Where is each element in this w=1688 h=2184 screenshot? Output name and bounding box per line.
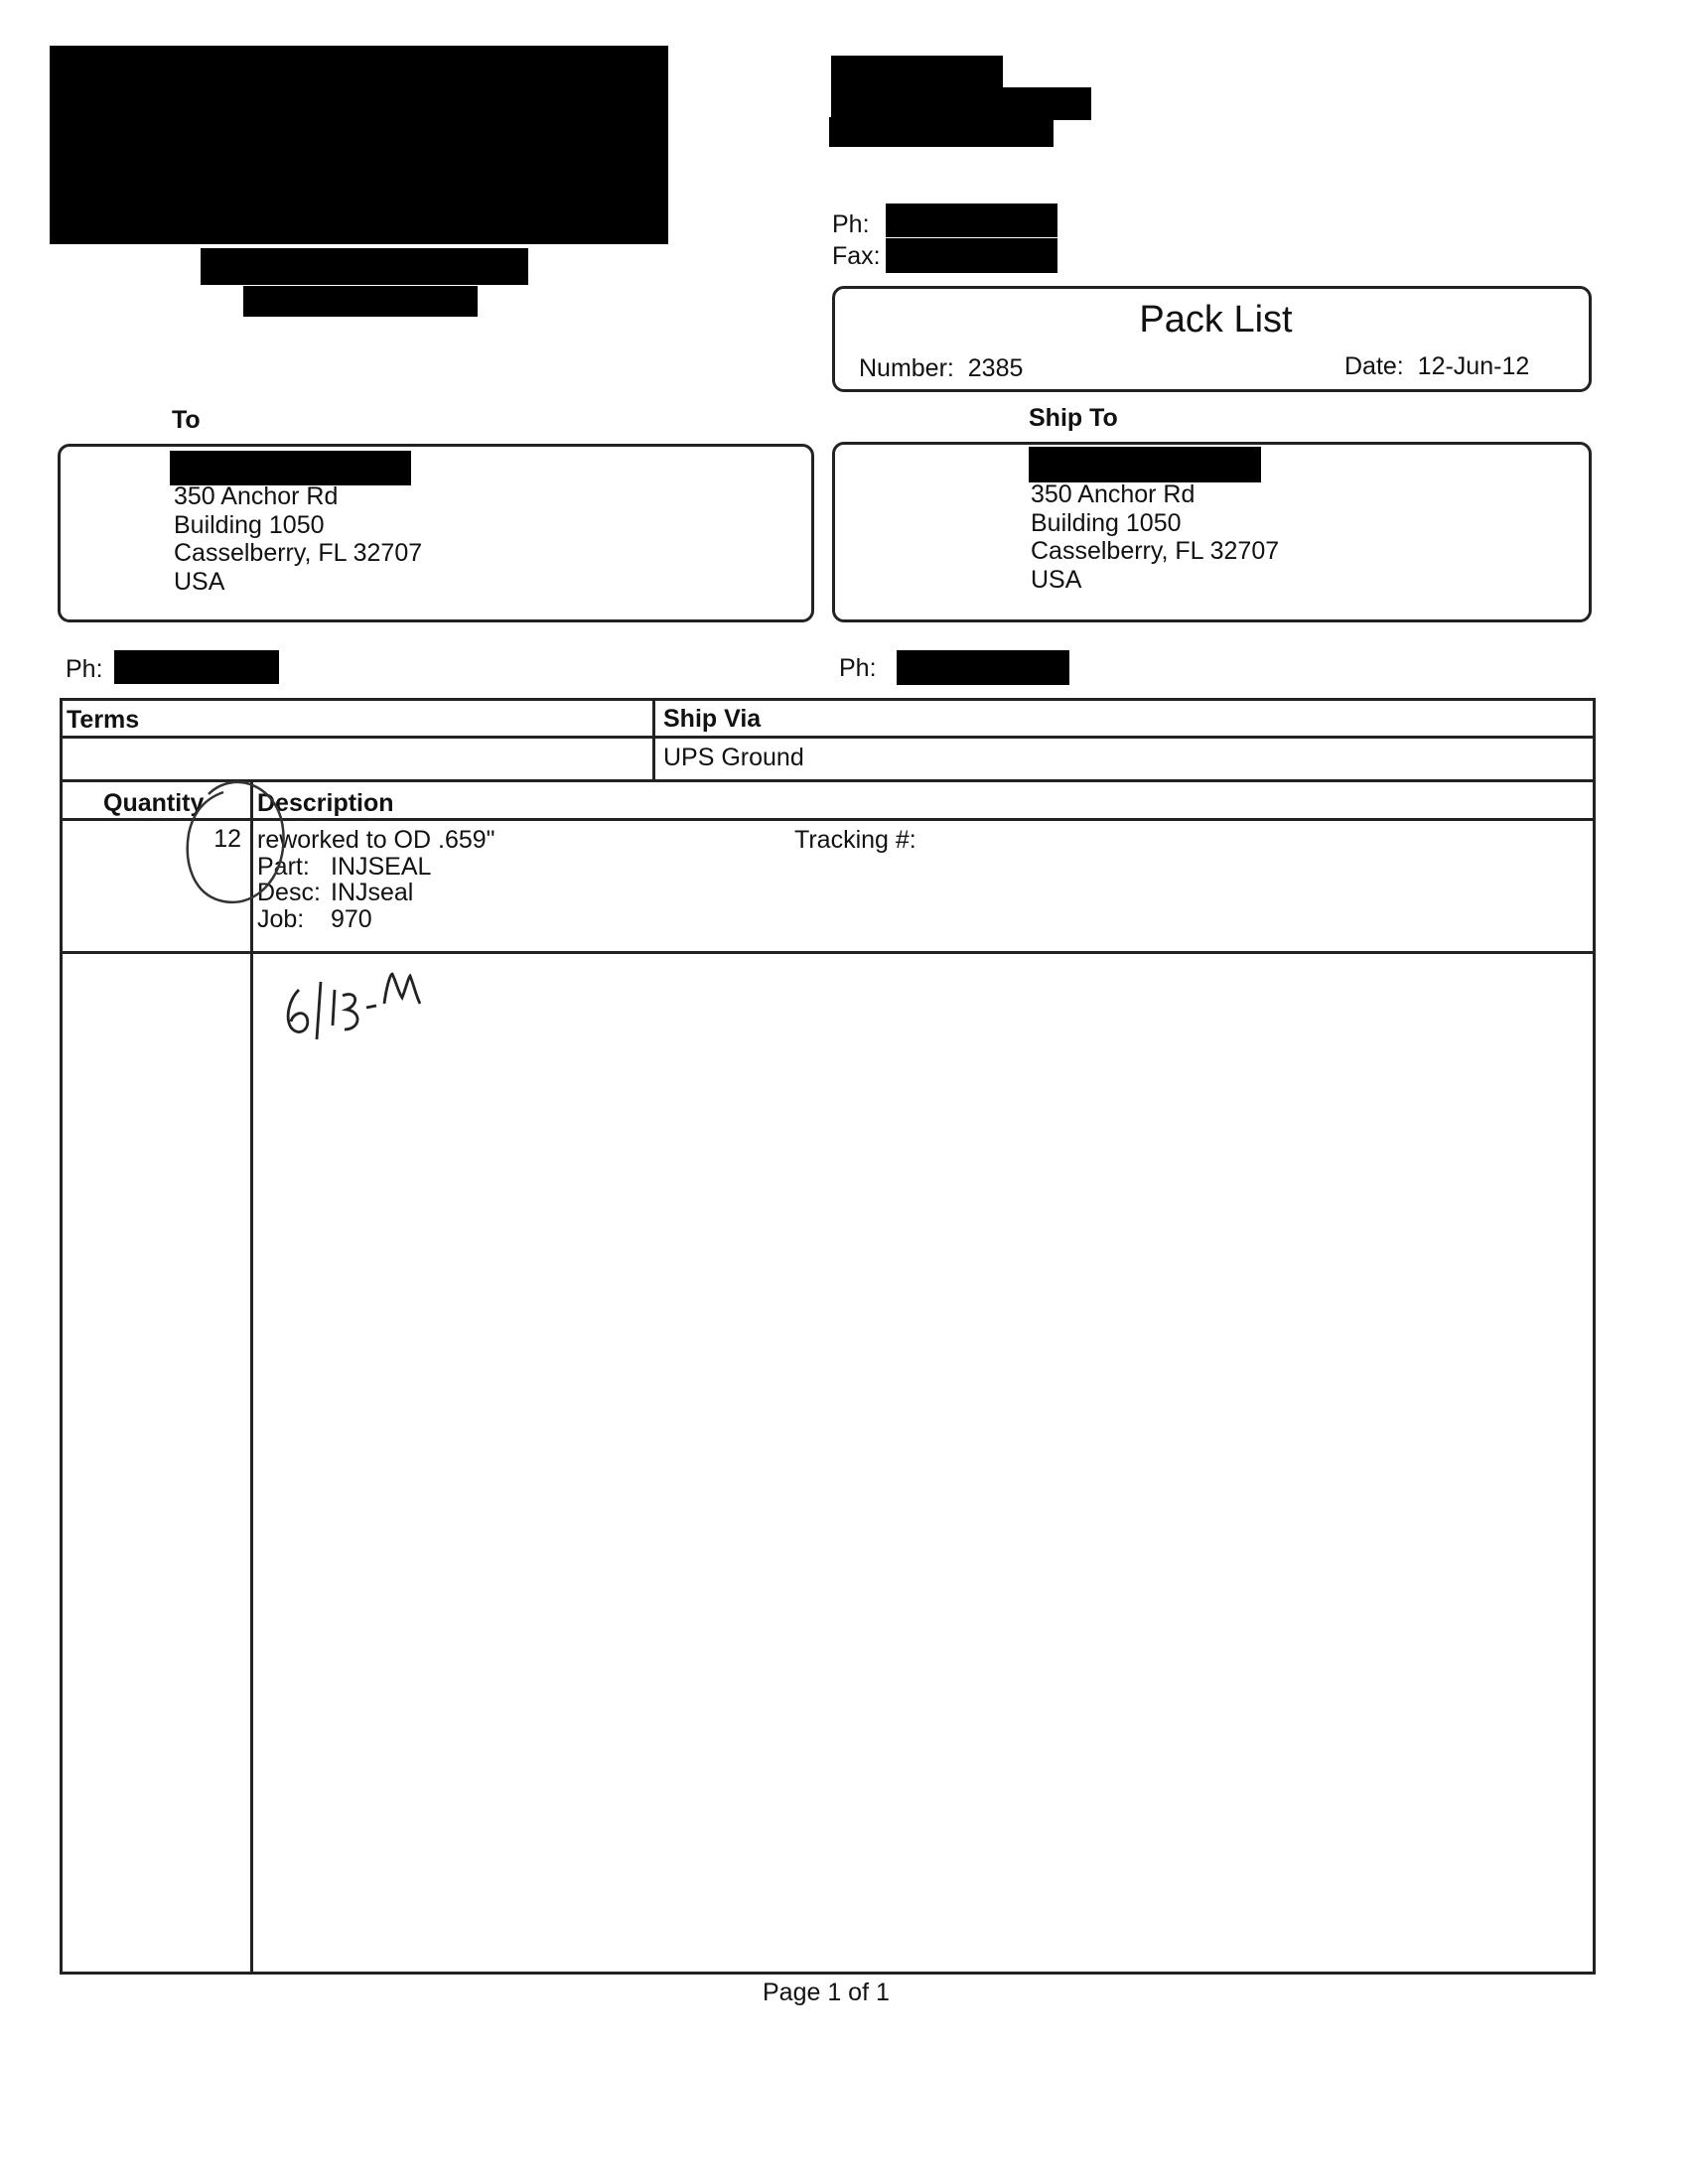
company-address-redacted xyxy=(831,87,1091,120)
ship-via-label: Ship Via xyxy=(663,705,762,733)
bill-to-phone-redacted xyxy=(114,650,279,684)
address-line: Casselberry, FL 32707 xyxy=(174,539,423,567)
table-border xyxy=(60,951,1596,954)
date-label: Date: xyxy=(1344,352,1404,380)
bill-to-phone-label: Ph: xyxy=(66,655,103,683)
company-logo-redacted xyxy=(50,46,668,244)
address-line: USA xyxy=(1031,565,1082,594)
ship-to-heading: Ship To xyxy=(1029,404,1118,432)
page-title: Pack List xyxy=(1139,299,1293,341)
table-border xyxy=(1593,698,1596,782)
item-quantity: 12 xyxy=(213,825,241,853)
number-value: 2385 xyxy=(967,354,1024,382)
ship-to-box xyxy=(832,442,1592,622)
date-value: 12-Jun-12 xyxy=(1417,352,1530,380)
bill-to-name-redacted xyxy=(170,451,411,485)
table-border xyxy=(60,779,63,1975)
pencil-circle-mark xyxy=(179,774,298,913)
handwritten-note-text xyxy=(281,968,285,969)
company-name-redacted xyxy=(201,248,528,285)
ship-via-value: UPS Ground xyxy=(663,744,804,771)
table-border xyxy=(652,698,655,782)
company-fax-redacted xyxy=(886,238,1057,273)
address-line: Building 1050 xyxy=(174,510,325,539)
table-border xyxy=(250,779,253,1975)
table-border xyxy=(1593,779,1596,1975)
pack-list-date xyxy=(1344,352,1529,381)
number-label: Number: xyxy=(859,354,954,382)
bill-to-address xyxy=(174,482,422,596)
job-label: Job: xyxy=(257,905,305,933)
desc-value: INJseal xyxy=(331,879,414,906)
address-line: 350 Anchor Rd xyxy=(174,482,339,510)
quantity-header: Quantity xyxy=(103,789,205,817)
pack-list-header-box xyxy=(832,286,1592,392)
page-number: Page 1 of 1 xyxy=(763,1979,890,2006)
terms-label: Terms xyxy=(67,706,140,734)
table-border xyxy=(60,698,1596,701)
address-line: Building 1050 xyxy=(1031,508,1182,537)
ship-to-name-redacted xyxy=(1029,447,1261,482)
address-line: 350 Anchor Rd xyxy=(1031,480,1196,508)
company-address-redacted xyxy=(829,117,1054,147)
part-value: INJSEAL xyxy=(331,853,432,881)
company-address-redacted xyxy=(831,56,1003,89)
handwritten-note xyxy=(281,968,450,1047)
company-phone-label: Ph: xyxy=(832,210,870,238)
bill-to-box xyxy=(58,444,814,622)
pack-list-number xyxy=(859,354,1023,383)
handwritten-note-drawing xyxy=(281,968,450,1047)
address-line: Casselberry, FL 32707 xyxy=(1031,537,1280,565)
item-description: reworked to OD .659" xyxy=(257,826,495,854)
company-fax-label: Fax: xyxy=(832,242,881,270)
company-phone-redacted xyxy=(886,204,1057,237)
table-border xyxy=(60,698,63,782)
job-value: 970 xyxy=(331,905,372,933)
bill-to-heading: To xyxy=(172,406,201,434)
ship-to-phone-redacted xyxy=(897,650,1069,685)
tracking-label: Tracking #: xyxy=(794,826,916,854)
table-border xyxy=(60,736,1596,739)
ship-to-phone-label: Ph: xyxy=(839,654,877,682)
ship-to-address xyxy=(1031,480,1279,594)
part-label: Part: xyxy=(257,853,310,881)
company-tagline-redacted xyxy=(243,286,478,317)
table-border xyxy=(60,1972,1596,1975)
description-header: Description xyxy=(257,789,394,817)
address-line: USA xyxy=(174,567,225,596)
desc-label: Desc: xyxy=(257,879,321,906)
